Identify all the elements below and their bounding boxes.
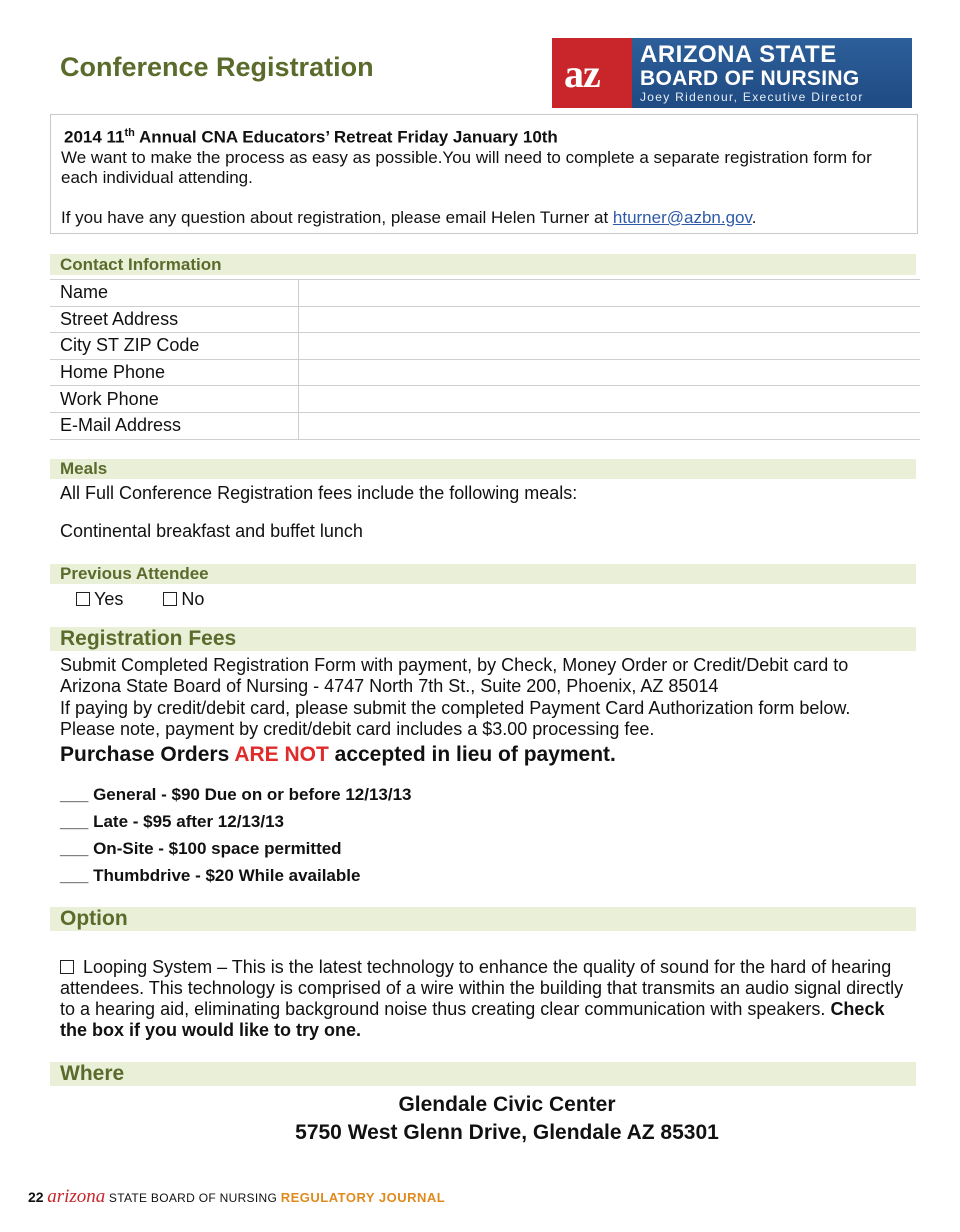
section-meals: Meals <box>50 459 916 479</box>
contact-field-label: Home Phone <box>50 359 299 386</box>
previous-attendee-options <box>76 589 926 610</box>
event-heading-sup: th <box>124 127 135 139</box>
contact-field-label: City ST ZIP Code <box>50 333 299 360</box>
looping-system-text: Looping System – This is the latest technology to enhance the quality of sound for the hard of hearing attendees. This technology is comprised of a wire within the building that transmits an audio signal directly to a hearing aid, eliminating background noise thus creating clear communication with speakers. <box>60 957 904 1019</box>
logo-line-3: Joey Ridenour, Executive Director <box>640 90 864 104</box>
intro-paragraph-2 <box>61 208 907 228</box>
contact-row <box>50 386 920 413</box>
looping-system-checkbox[interactable] <box>60 960 74 974</box>
po-prefix: Purchase Orders <box>60 743 235 766</box>
event-heading-rest: Annual CNA Educators’ Retreat Friday January 10th <box>134 127 558 147</box>
fee-option[interactable]: ___ General - $90 Due on or before 12/13/13 <box>60 785 412 804</box>
footer-brand: arizona <box>47 1186 106 1207</box>
intro-paragraph-2-suffix: . <box>751 207 757 227</box>
section-contact-information: Contact Information <box>50 254 916 275</box>
contact-field-label: Street Address <box>50 306 299 333</box>
yes-label: Yes <box>94 589 124 609</box>
section-registration-fees: Registration Fees <box>50 627 916 651</box>
contact-field-input[interactable] <box>299 359 921 386</box>
yes-checkbox[interactable] <box>76 592 90 606</box>
purchase-order-notice <box>60 743 616 767</box>
contact-field-input[interactable] <box>299 386 921 413</box>
section-where: Where <box>50 1062 916 1086</box>
venue-address: 5750 West Glenn Drive, Glendale AZ 85301 <box>295 1121 719 1144</box>
contact-field-input[interactable] <box>299 306 921 333</box>
logo-mark <box>552 38 632 108</box>
fee-option[interactable]: ___ Thumbdrive - $20 While available <box>60 866 361 885</box>
contact-field-input[interactable] <box>299 280 921 307</box>
event-heading <box>61 123 907 148</box>
footer-board: STATE BOARD OF NURSING <box>108 1191 278 1205</box>
page-number: 22 <box>28 1189 44 1205</box>
looping-system-option <box>60 957 910 1041</box>
footer-journal: REGULATORY JOURNAL <box>280 1190 446 1205</box>
page-title: Conference Registration <box>60 52 374 82</box>
contact-field-label: E-Mail Address <box>50 412 299 439</box>
po-suffix: accepted in lieu of payment. <box>328 743 616 766</box>
contact-row <box>50 306 920 333</box>
contact-row <box>50 333 920 360</box>
contact-row <box>50 359 920 386</box>
contact-field-label: Work Phone <box>50 386 299 413</box>
fees-paragraph-2: If paying by credit/debit card, please submit the completed Payment Card Authorization form below. Please note, payment by credit/debit card includes a $3.00 processing fee. <box>60 698 851 739</box>
no-checkbox[interactable] <box>163 592 177 606</box>
fee-option[interactable]: ___ Late - $95 after 12/13/13 <box>60 812 284 831</box>
fees-paragraph-1: Submit Completed Registration Form with payment, by Check, Money Order or Credit/Debit card to Arizona State Board of Nursing - 4747 North 7th St., Suite 200, Phoenix, AZ 85014 <box>60 655 849 696</box>
logo-line-1: ARIZONA STATE <box>640 41 837 68</box>
previous-attendee-no[interactable] <box>163 589 204 609</box>
contact-form-table <box>50 279 920 440</box>
page-footer <box>28 1186 445 1208</box>
no-label: No <box>181 589 205 609</box>
intro-box <box>50 114 918 234</box>
contact-field-label: Name <box>50 280 299 307</box>
previous-attendee-yes[interactable] <box>76 589 123 609</box>
section-previous-attendee: Previous Attendee <box>50 564 916 584</box>
meals-line-1: All Full Conference Registration fees include the following meals: <box>60 483 578 503</box>
contact-row <box>50 280 920 307</box>
contact-field-input[interactable] <box>299 412 921 439</box>
contact-field-input[interactable] <box>299 333 921 360</box>
venue-name: Glendale Civic Center <box>398 1093 616 1116</box>
logo-line-2: BOARD OF NURSING <box>640 67 860 90</box>
section-option: Option <box>50 907 916 931</box>
contact-row <box>50 412 920 439</box>
looping-system-emphasis: Check the box if you would like to try one. <box>60 999 885 1040</box>
contact-email-link[interactable]: hturner@azbn.gov <box>612 207 752 227</box>
intro-paragraph-1: We want to make the process as easy as possible.You will need to complete a separate registration form for each individual attending. <box>61 147 872 187</box>
intro-paragraph-2-prefix: If you have any question about registration, please email Helen Turner at <box>61 207 613 227</box>
meals-line-2: Continental breakfast and buffet lunch <box>60 521 363 541</box>
intro-text <box>61 148 907 228</box>
event-heading-prefix: 2014 11 <box>64 127 125 147</box>
logo-mark-text: az <box>564 51 600 96</box>
po-emphasis: ARE NOT <box>234 743 329 766</box>
board-logo <box>552 38 912 108</box>
fee-option[interactable]: ___ On-Site - $100 space permitted <box>60 839 342 858</box>
